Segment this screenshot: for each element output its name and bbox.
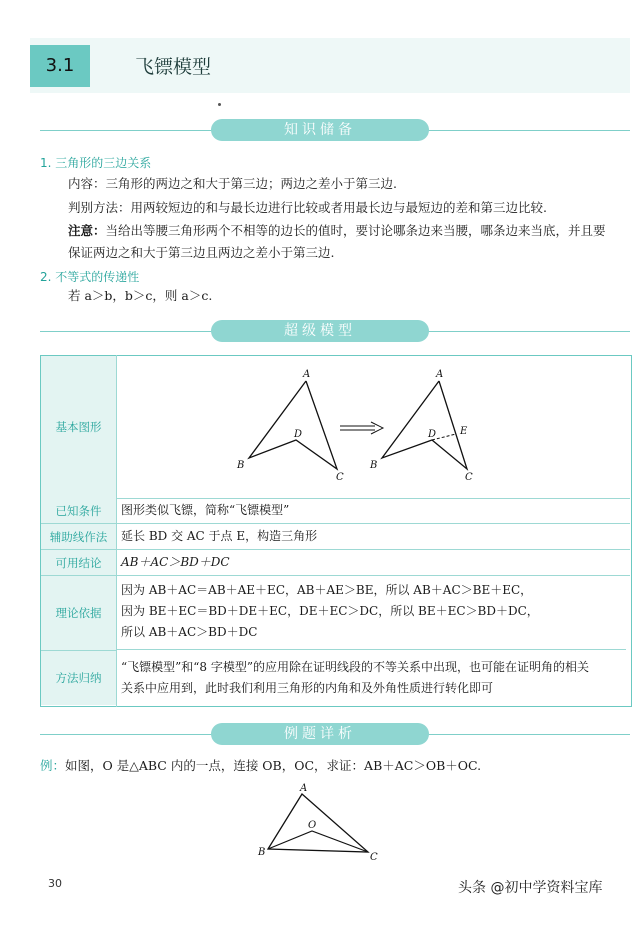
note-text: 当给出等腰三角形两个不相等的边长的值时，要讨论哪条边来当腰，哪条边来当底，并且要保证两边之和大于第三边且两边之差小于第三边. xyxy=(68,223,606,260)
label-a: A xyxy=(300,783,308,794)
row-label-summary: 方法归纳 xyxy=(41,651,116,705)
label-a: A xyxy=(436,369,444,380)
label-a: A xyxy=(303,369,311,380)
row-text-conclusion: AB＋AC＞BD＋DC xyxy=(117,550,630,576)
knowledge-transitivity: 若 a＞b，b＞c，则 a＞c. xyxy=(68,288,213,303)
row-text-auxiliary: 延长 BD 交 AC 于点 E，构造三角形 xyxy=(117,524,630,550)
example-statement xyxy=(40,756,481,774)
decorative-dot xyxy=(218,103,221,106)
row-label-figure: 基本图形 xyxy=(41,356,116,499)
theory-line: 因为 BE＋EC＝BD＋DE＋EC，DE＋EC＞DC，所以 BE＋EC＞BD＋DC， xyxy=(121,604,539,618)
knowledge-content: 内容：三角形的两边之和大于第三边；两边之差小于第三边. xyxy=(68,176,397,191)
knowledge-note xyxy=(68,220,618,264)
row-label-conclusion: 可用结论 xyxy=(41,550,116,576)
example-figure xyxy=(250,780,390,865)
theory-line: 所以 AB＋AC＞BD＋DC xyxy=(121,625,258,639)
label-b: B xyxy=(258,847,266,858)
knowledge-heading-2: 2. 不等式的传递性 xyxy=(40,270,140,284)
banner-knowledge: 知识储备 xyxy=(211,119,429,141)
row-text-summary xyxy=(117,651,626,705)
label-c: C xyxy=(336,472,344,483)
section-number: 3.1 xyxy=(30,45,90,87)
banner-example: 例题详析 xyxy=(211,723,429,745)
example-text: 如图，O 是△ABC 内的一点，连接 OB，OC，求证：AB＋AC＞OB＋OC. xyxy=(65,758,482,773)
summary-line: 关系中应用到，此时我们利用三角形的内角和及外角性质进行转化即可 xyxy=(121,681,494,695)
row-label-auxiliary: 辅助线作法 xyxy=(41,524,116,550)
label-e: E xyxy=(460,426,468,437)
row-text-given: 图形类似飞镖，简称“飞镖模型” xyxy=(117,498,630,524)
summary-line: “飞镖模型”和“8 字模型”的应用除在证明线段的不等关系中出现，也可能在证明角的相关 xyxy=(121,660,589,674)
dart-model-figure xyxy=(117,356,630,498)
label-d: D xyxy=(294,429,303,440)
label-b: B xyxy=(370,460,378,471)
label-d: D xyxy=(428,429,437,440)
row-label-given: 已知条件 xyxy=(41,498,116,524)
note-label: 注意： xyxy=(68,223,106,238)
label-b: B xyxy=(237,460,245,471)
label-c: C xyxy=(465,472,473,483)
theory-line: 因为 AB＋AC＝AB＋AE＋EC，AB＋AE＞BE，所以 AB＋AC＞BE＋EC， xyxy=(121,583,533,597)
knowledge-method: 判别方法：用两较短边的和与最长边进行比较或者用最长边与最短边的差和第三边比较. xyxy=(68,200,547,215)
label-o: O xyxy=(308,820,317,831)
watermark: 头条 @初中学资料宝库 xyxy=(458,880,603,896)
figure-cell xyxy=(117,356,630,499)
banner-model: 超级模型 xyxy=(211,320,429,342)
page-number: 30 xyxy=(48,877,62,890)
chapter-header-band xyxy=(30,38,630,93)
row-label-theory: 理论依据 xyxy=(41,576,116,651)
row-text-theory xyxy=(117,576,626,650)
label-c: C xyxy=(370,852,378,863)
example-label: 例： xyxy=(40,758,66,773)
section-title: 飞镖模型 xyxy=(135,56,212,78)
knowledge-heading-1: 1. 三角形的三边关系 xyxy=(40,156,152,170)
